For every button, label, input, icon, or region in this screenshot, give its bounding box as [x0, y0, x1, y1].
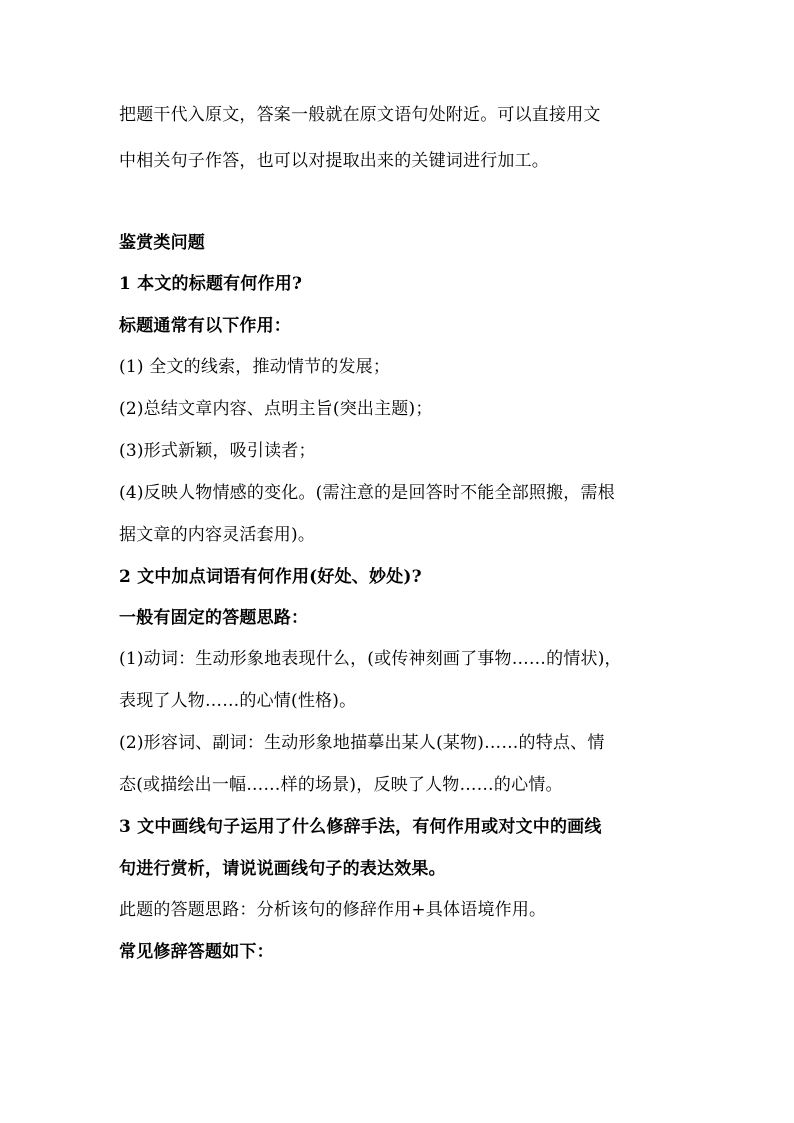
question-3-lead: 常见修辞答题如下： — [119, 942, 274, 962]
question-1-title: 1 本文的标题有何作用? — [119, 274, 303, 294]
question-1-item: (3)形式新颖，吸引读者； — [119, 441, 316, 461]
question-2-lead: 一般有固定的答题思路： — [119, 608, 309, 628]
question-2-item: 态(或描绘出一幅……样的场景)，反映了人物……的心情。 — [119, 775, 563, 795]
question-3-title-line-1: 3 文中画线句子运用了什么修辞手法，有何作用或对文中的画线 — [119, 817, 602, 837]
question-2-title: 2 文中加点词语有何作用(好处、妙处)? — [119, 567, 422, 587]
intro-line-2: 中相关句子作答，也可以对提取出来的关键词进行加工。 — [119, 151, 549, 171]
question-2-item: (1)动词：生动形象地表现什么，(或传神刻画了事物……的情状)， — [119, 649, 622, 669]
question-2-item: 表现了人物……的心情(性格)。 — [119, 691, 357, 711]
question-1-lead: 标题通常有以下作用： — [119, 316, 291, 336]
question-3-approach: 此题的答题思路：分析该句的修辞作用+具体语境作用。 — [119, 900, 547, 920]
intro-line-1: 把题干代入原文，答案一般就在原文语句处附近。可以直接用文 — [119, 105, 601, 125]
question-2-item: (2)形容词、副词：生动形象地描摹出某人(某物)……的特点、情 — [119, 733, 605, 753]
question-3-title-line-2: 句进行赏析，请说说画线句子的表达效果。 — [119, 859, 446, 879]
question-1-item: (2)总结文章内容、点明主旨(突出主题)； — [119, 399, 433, 419]
section-heading: 鉴赏类问题 — [119, 233, 205, 253]
question-1-item: (4)反映人物情感的变化。(需注意的是回答时不能全部照搬，需根 — [119, 483, 615, 503]
question-1-item: 据文章的内容灵活套用)。 — [119, 525, 316, 545]
question-1-item: (1) 全文的线索，推动情节的发展； — [119, 357, 391, 377]
